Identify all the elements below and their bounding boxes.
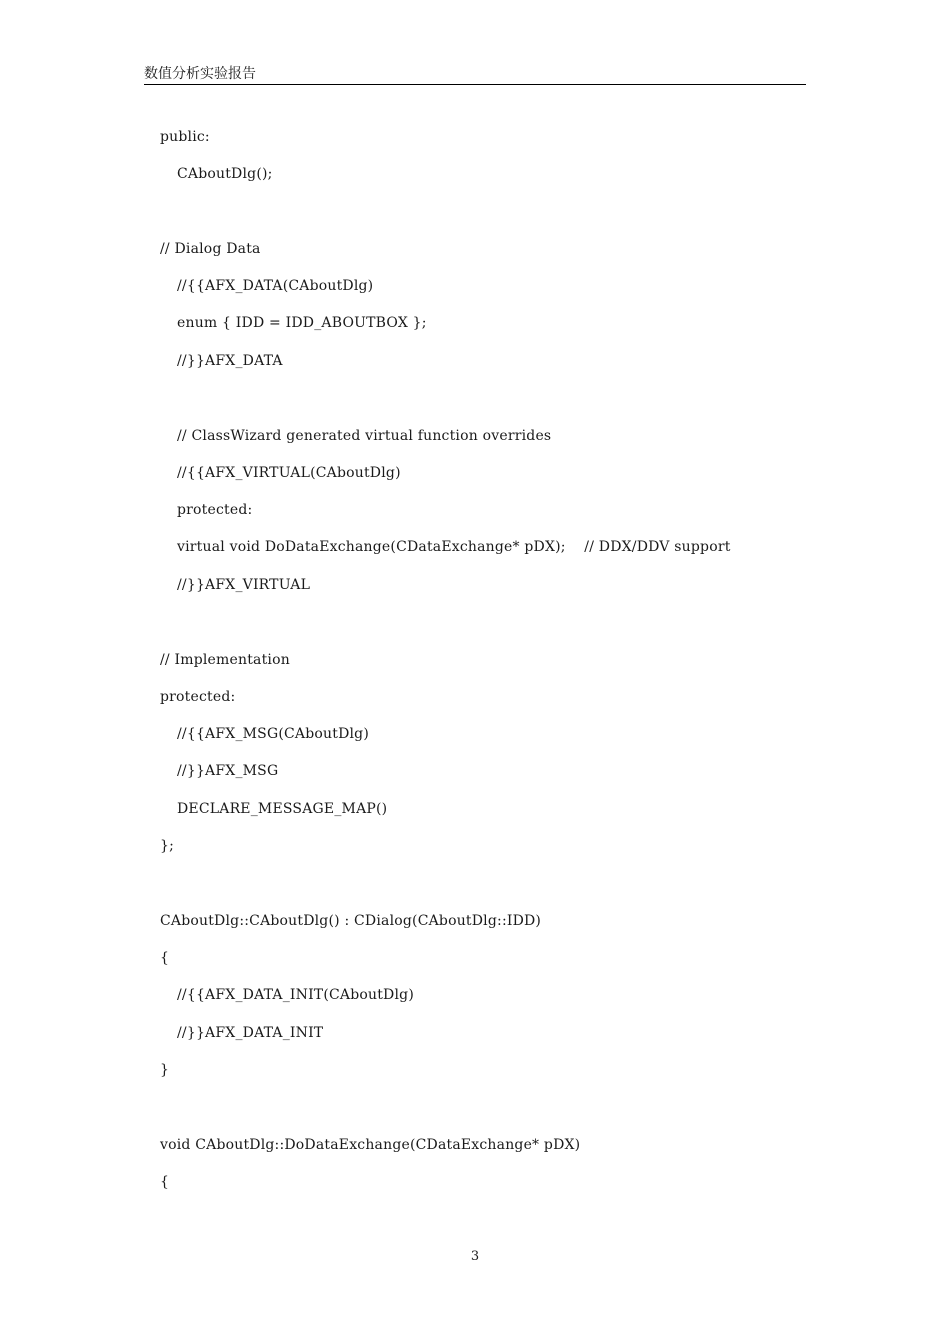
code-line: //{{AFX_DATA_INIT(CAboutDlg)	[177, 987, 414, 1003]
code-line: // Implementation	[160, 652, 290, 668]
code-line: //}}AFX_DATA_INIT	[177, 1025, 324, 1041]
code-line: //{{AFX_MSG(CAboutDlg)	[177, 726, 369, 742]
code-line: CAboutDlg::CAboutDlg() : CDialog(CAboutDlg::IDD)	[160, 913, 542, 929]
page-number: 3	[470, 1249, 480, 1264]
code-line: public:	[160, 129, 210, 145]
code-line: }	[160, 1062, 170, 1078]
code-line: //{{AFX_DATA(CAboutDlg)	[177, 278, 374, 294]
code-line: //}}AFX_VIRTUAL	[177, 577, 311, 593]
code-line: {	[160, 950, 170, 966]
code-line: // ClassWizard generated virtual function overrides	[177, 428, 552, 444]
header-title: 数值分析实验报告	[144, 66, 256, 82]
code-block	[160, 0, 820, 1344]
code-line: //}}AFX_MSG	[177, 763, 279, 779]
code-line: void CAboutDlg::DoDataExchange(CDataExchange* pDX)	[160, 1137, 581, 1153]
code-line: DECLARE_MESSAGE_MAP()	[177, 801, 388, 817]
code-line: protected:	[177, 502, 253, 518]
code-line: CAboutDlg();	[177, 166, 273, 182]
code-line: enum { IDD = IDD_ABOUTBOX };	[177, 315, 427, 331]
code-line: //{{AFX_VIRTUAL(CAboutDlg)	[177, 465, 401, 481]
code-line: // Dialog Data	[160, 241, 261, 257]
code-line: //}}AFX_DATA	[177, 353, 283, 369]
code-line: {	[160, 1174, 170, 1190]
code-line: protected:	[160, 689, 236, 705]
code-line: virtual void DoDataExchange(CDataExchange* pDX); // DDX/DDV support	[177, 539, 731, 555]
code-line: };	[160, 838, 175, 854]
